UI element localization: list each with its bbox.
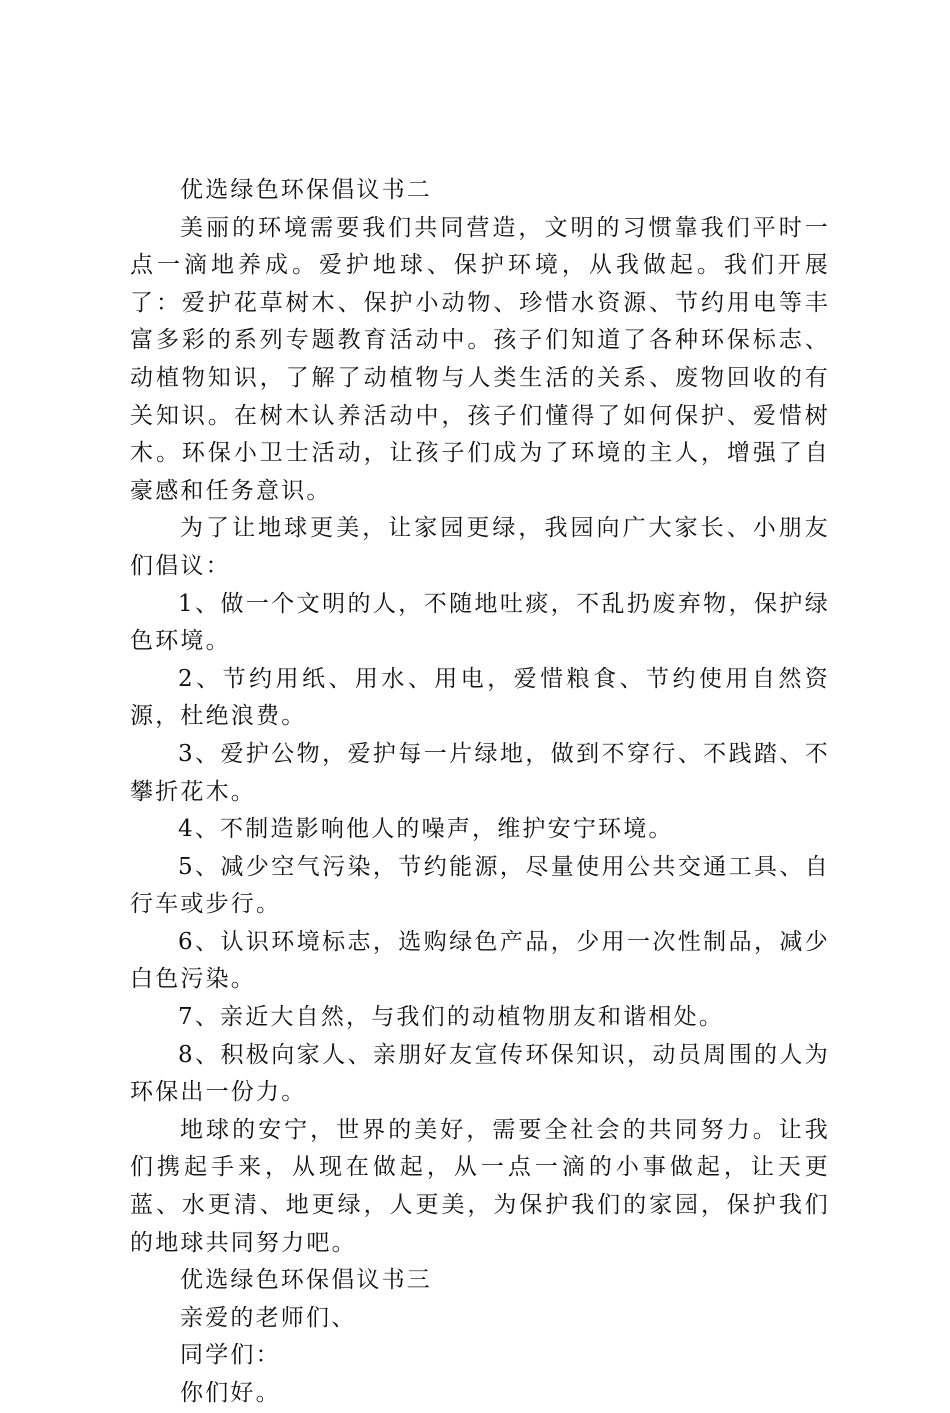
proposal-item-1: 1、做一个文明的人，不随地吐痰，不乱扔废弃物，保护绿色环境。 — [130, 590, 830, 655]
greeting-line-2: 同学们： — [180, 1342, 281, 1369]
proposal-item-2: 2、节约用纸、用水、用电，爱惜粮食、节约使用自然资源，杜绝浪费。 — [130, 665, 830, 730]
proposal-item-8: 8、积极向家人、亲朋好友宣传环保知识，动员周围的人为环保出一份力。 — [130, 1041, 830, 1106]
paragraph-proposal: 为了让地球更美，让家园更绿，我园向广大家长、小朋友们倡议： — [130, 515, 830, 579]
paragraph-intro: 美丽的环境需要我们共同营造，文明的习惯靠我们平时一点一滴地养成。爱护地球、保护环境，从我做起。我们开展了：爱护花草树木、保护小动物、珍惜水资源、节约用电等丰富多彩的系列专题教育活动中。孩子们知道了各种环保标志、动植物知识，了解了动植物与人类生活的关系、废物回收的有关知识。在树木认养活动中，孩子们懂得了如何保护、爱惜树木。环保小卫士活动，让孩子们成为了环境的主人，增强了自豪感和任务意识。 — [130, 214, 830, 504]
document-heading-3: 优选绿色环保倡议书三 — [180, 1267, 432, 1294]
document-heading-2: 优选绿色环保倡议书二 — [180, 177, 432, 203]
paragraph-closing: 地球的安宁，世界的美好，需要全社会的共同努力。让我们携起手来，从现在做起，从一点一滴的小事做起，让天更蓝、水更清、地更绿，人更美，为保护我们的家园，保护我们的地球共同努力吧。 — [130, 1116, 830, 1256]
proposal-item-5: 5、减少空气污染，节约能源，尽量使用公共交通工具、自行车或步行。 — [130, 853, 830, 918]
proposal-item-6: 6、认识环境标志，选购绿色产品，少用一次性制品，减少白色污染。 — [130, 928, 830, 993]
document-body — [130, 172, 830, 1413]
proposal-item-4: 4、不制造影响他人的噪声，维护安宁环境。 — [178, 816, 674, 843]
greeting-line-1: 亲爱的老师们、 — [180, 1304, 357, 1331]
proposal-item-7: 7、亲近大自然，与我们的动植物朋友和谐相处。 — [178, 1004, 725, 1031]
greeting-line-3: 你们好。 — [180, 1380, 281, 1406]
proposal-item-3: 3、爱护公物，爱护每一片绿地，做到不穿行、不践踏、不攀折花木。 — [130, 740, 830, 805]
